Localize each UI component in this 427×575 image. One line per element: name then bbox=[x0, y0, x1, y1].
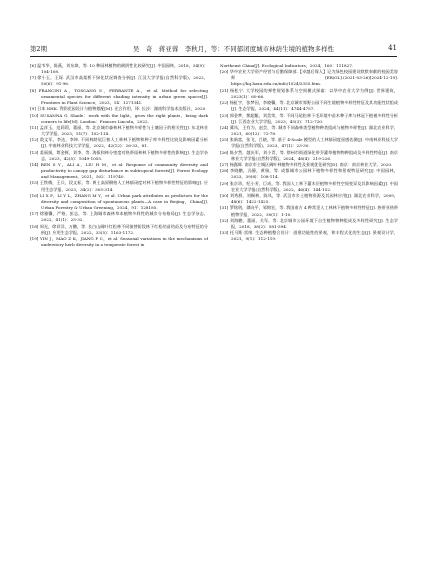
reference-item: [32] 刘海鹏，董丽，关军，等. 北京城市公园环境下自生植物物种组成及多样性研究[J]. 生态学报，2018，38(2)：581-594. bbox=[220, 217, 398, 229]
reference-item: [12] 敦文军，李达，李坤. 不同林龄尾巨桉人工林林下植物和种子库多样性比较及影响因素分析[J]. 中南林业科技大学学报，2022，42(12)：26-33，81. bbox=[30, 137, 208, 149]
reference-item: Northeast China[J]. Ecological Indicators，2024，160：111827. bbox=[220, 63, 354, 68]
reference-item: [23] 郭金梦，熊超艇，刘美荣，等. 不同马尾松林下毛环境中苗木种子库与林冠下植被多样性分析[J]. 江西农业大学学报，2023，45(3)：712-720. bbox=[220, 112, 398, 124]
reference-item: [28] 李晓鹏，冯静，黄瑞，等. 成都城市公园林下植物多样性和景观特征研究[J]. 中国园林，2023，39(8)：108-114. bbox=[220, 168, 398, 180]
reference-item: [25] 张新富，张飞，吕晓，等. 基于 4-Scale 模型的人工林郁闭度遥感估测[J]. 中南林业科技大学学报(自然科学版)，2023，47(1)：23-30. bbox=[220, 137, 398, 149]
reference-item: [33] 托马斯·雷纳. 生态种植整合设计：创建功能性的景观，和丰程式化的生态[J]. 景观设计学，2021，9(1)：112-119. bbox=[220, 230, 398, 242]
reference-item: [7] 徐小玉，王琛. 武汉市高架桥下绿化状况调查分析[J]. 江汉大学学报(自然科学版)，2022，50(6)：91-96. bbox=[30, 75, 208, 87]
reference-item: [19] YIN J，MAO Z K，JIANG P C，et al. Seasonal variations in the mechanisms of understory herb diversity in a temperate forest in bbox=[30, 236, 208, 248]
header-rule bbox=[30, 56, 397, 57]
reference-item: [27] 杨露辉. 南京市主城区阔叶林植物多样性及景观优化研究[D]. 南京：南京林业大学，2020. bbox=[220, 162, 393, 167]
running-header bbox=[30, 42, 397, 54]
reference-item: [15] 王铁梅，王兵，段文标，等. 黄土高原侧柏人工林郁闭度对林下植物多样性特征的影响[J]. 应用生态学报，2023，34(2)：305-314. bbox=[30, 180, 208, 192]
reference-item: [29] 张京珍，纪小芳，巨成，等. 我国人工林下灌木层植物多样性空间变异及其影响因素[J]. 中国农业大学学报(自然科学版)，2022，46(4)：144-152. bbox=[220, 180, 398, 192]
reference-item: [11] 孟祥玉，范莉莉，董丽，等. 北京城市森林林下植物多样性与土壤因子的相关性[J]. 东北林业大学学报，2023，51(7)：102-114. bbox=[30, 124, 208, 136]
reference-item: [20] 华中农业大学资产经营与后勤保障部.【卓越后保人】记为绿色校园建设默默奉献的校园美容师[EB/OL].(2021-03-26)[2024-12-19]. https://hq.hzau.edu.cn/info/1024/5355.htm. bbox=[220, 69, 398, 87]
reference-item: [13] 姜丽娟，覃金辉，刘李，等. 海拔和林分密度对热带雨林林下植物多样性的影响[J]. 生态学杂志，2023，42(5)：1049-1055. bbox=[30, 149, 208, 161]
reference-item: [6] 温韦华，陈燕，刘东焕，等. 10 种园林植物的耐阴性比较研究[J]. 中国园林，2018，34(9)：104-108. bbox=[30, 63, 208, 75]
reference-item: [30] 刘秀群，刘桐林，陈凤，等. 武汉市乡土植物资源及其园林应用[J]. 湖北农业科学，2009，48(6)：1422-1425. bbox=[220, 193, 398, 205]
reference-item: [9] 日本 NHK. 背阴花园设计与植物搭配[M]. 光合作用，译. 长沙：湖南科学技术出版社，2020. bbox=[30, 106, 207, 112]
reference-item: [8] FRANCINI A，TOSCANO S，FERRANTE A，et al. Method for selecting ornamental species for different shading intensity in urban green spaces[J]. Frontiers in Plant Science，2023，14：1271341. bbox=[30, 87, 208, 105]
reference-item: [14] REN S Y，ALI A，LIU H M，et al. Response of community diversity and productivity to canopy gap disturbance in subtropical forests[J]. Forest Ecology and Management，2021，502：119740. bbox=[30, 162, 208, 180]
header-authors-title: 吴 奇 蒋亚蓉 李秋月，等：不同郁闭度城市林荫生境的植物多样性 bbox=[132, 44, 335, 53]
references-section bbox=[30, 63, 398, 561]
reference-item: [31] 罗铭明，谭向平，邹锦宏，等. 我国南方 4 种常见人工林林下植物多样性特征[J]. 热带亚热带植物学报，2022，30(1)：1-10. bbox=[220, 205, 398, 217]
reference-item: [10] SUSANNA G. Shade：work with the light，grow the right plants，bring dark corners to life[M]. London：Frances Lincoln，2022. bbox=[30, 112, 208, 124]
reference-item: [16] LI X P，LI Y L，ZHANG M Y，et al. Urban park attributes as predictors for the diversity and composition of spontaneous plants—A case in Beijing，China[J]. Urban Forestry & Urban Greening，2024，91：128185. bbox=[30, 192, 208, 211]
references-left-column bbox=[30, 63, 208, 561]
reference-item: [26] 陈夕然，越庆军，刘小青，等. 徐州市街道绿化带乔灌草植物物种组成及多样性特征[J]. 南京林业大学学报(自然科学版)，2024，48(4)：219-226. bbox=[220, 149, 398, 161]
page-number: 41 bbox=[388, 44, 397, 52]
reference-item: [24] 冀凤，王有为，赵芸，等. 城市不同森林类型植物种类组成与植物多样性[J]. 湖北农业科学，2021，60(12)：72-78. bbox=[220, 124, 398, 136]
reference-item: [17] 徐雅馨，严格，彭志，等. 上海城市森林草本植物多样性的城乡分布格局[J]. 生态学杂志，2022，41(1)：25-32. bbox=[30, 211, 208, 223]
references-right-column bbox=[220, 63, 398, 561]
reference-item: [21] 杨松宁. 大学校园的弹性规划体系与空间模式探索：以华中农业大学为例[J]. 世界建筑，2023(1)：60-66. bbox=[220, 87, 398, 99]
issue-label: 第2期 bbox=[30, 44, 47, 53]
reference-item: [22] 杨虹宇，张梦因，李晓馨，等. 北京城市郊野公园不同生境植物多样性特征及其功能性状组成[J]. 生态学报，2024，44(11)：4744-4757. bbox=[220, 100, 398, 112]
reference-item: [18] 周光，徐祥洋，万鹏，等. 长白山阔叶红松林不同演替阶段林下红松幼苗幼苗及分布特征的分析[J]. 应用生态学报，2022，33(5)：1163-1172. bbox=[30, 223, 208, 235]
